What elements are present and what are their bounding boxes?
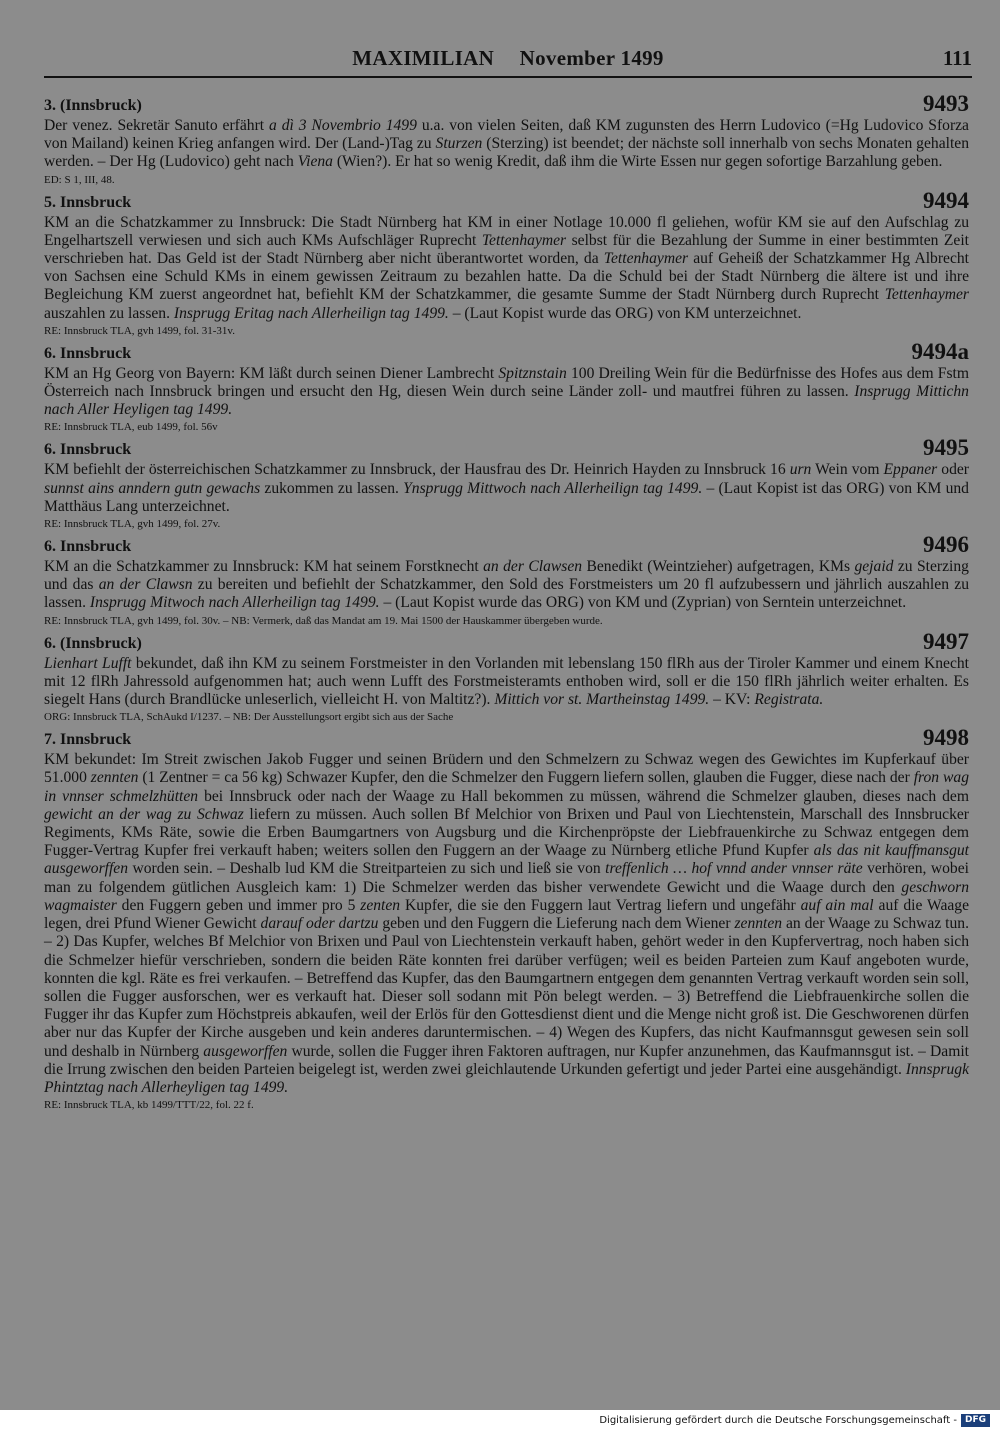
regest-entry <box>44 187 969 338</box>
entry-body: KM an die Schatzkammer zu Innsbruck: KM hat seinem Forstknecht an der Clawsen Benedikt (Weintzieher) aufgetragen, KMs gejaid zu Sterzing und das an der Clawsn zu bereiten und befiehlt der Schatzkammer, den Sold des Forstmeisters um 20 fl aufzubessern und jährlich auszahlen zu lassen. Insprugg Mitwoch nach Allerheilign tag 1499. – (Laut Kopist wurde das ORG) von KM und (Zyprian) von Serntein unterzeichnet. <box>44 558 969 612</box>
entry-number: 9494 <box>923 187 969 213</box>
entry-date: 5. Innsbruck <box>44 193 132 211</box>
entry-date: 6. (Innsbruck) <box>44 634 142 652</box>
entry-source: RE: Innsbruck TLA, gvh 1499, fol. 30v. – NB: Vermerk, daß das Mandat am 19. Mai 1500 der Hauskammer übergeben wurde. <box>44 614 603 627</box>
entry-date: 6. Innsbruck <box>44 344 132 362</box>
entry-header <box>44 338 969 365</box>
entry-header <box>44 91 969 117</box>
entry-body: KM an die Schatzkammer zu Innsbruck: Die Stadt Nürnberg hat KM in einer Notlage 10.000 fl geliehen, wofür KM sie auf den Aufschlag zu Engelhartszell verwiesen und sich auch KMs Aufschläger Ruprecht Tettenhaymer selbst für die Bezahlung der Summe in einer bestimmten Zeit verschrieben hat. Das Geld ist der Stadt Nürnberg aber nicht überantwortet worden, da Tettenhaymer auf Geheiß der Schatzkammer Hg Albrecht von Sachsen eine Schuld KMs in einem gewissen Zeitraum zu bezahlen hatte. Da die Schuld bei der Stadt Nürnberg die ältere ist und ihre Begleichung KM zuerst angeordnet hat, befiehlt KM der Schatzkammer, die gesamte Summe der Stadt Nürnberg durch Ruprecht Tettenhaymer auszahlen zu lassen. Insprugg Eritag nach Allerheilign tag 1499. – (Laut Kopist wurde das ORG) von KM unterzeichnet. <box>44 213 969 322</box>
entry-header <box>44 725 969 751</box>
regest-entry <box>44 91 969 187</box>
entry-date: 6. Innsbruck <box>44 441 132 459</box>
entry-number: 9495 <box>923 435 969 461</box>
entry-number: 9496 <box>923 532 969 558</box>
entry-date: 3. (Innsbruck) <box>44 97 142 114</box>
page-header <box>44 44 972 78</box>
running-title <box>44 46 972 71</box>
regest-entry <box>44 338 969 435</box>
entry-body: Lienhart Lufft bekundet, daß ihn KM zu seinem Forstmeister in den Vorlanden mit lebenslang 150 flRh aus der Tiroler Kammer und einem Knecht mit 12 flRh Jahressold aufgenommen hat; auch wenn Lufft des Forstmeisteramts enthoben wird, soll er die 150 flRh jährlich weiter erhalten. Es siegelt Hans (durch Brandlücke unleserlich, vielleicht H. von Maltitz?). Mittich vor st. Martheinstag 1499. – KV: Registrata. <box>44 654 969 709</box>
regest-entry <box>44 435 969 531</box>
entry-number: 9493 <box>923 91 969 116</box>
entry-source: RE: Innsbruck TLA, kb 1499/TTT/22, fol. 22 f. <box>44 1099 254 1112</box>
page-number: 111 <box>942 46 972 70</box>
entry-number: 9494a <box>911 338 969 364</box>
footer-text: Digitalisierung gefördert durch die Deutsche Forschungsgemeinschaft - <box>599 1415 957 1426</box>
regest-entry <box>44 628 969 725</box>
entry-source: ORG: Innsbruck TLA, SchAukd I/1237. – NB: Der Ausstellungsort ergibt sich aus der Sache <box>44 711 454 724</box>
title-name: MAXIMILIAN <box>352 46 495 70</box>
entry-date: 6. Innsbruck <box>44 538 132 556</box>
entry-source: RE: Innsbruck TLA, gvh 1499, fol. 31-31v. <box>44 324 235 337</box>
entry-body: KM bekundet: Im Streit zwischen Jakob Fugger und seinen Brüdern und den Schmelzern zu Schwaz wegen des Gewichtes im Kupferkauf über 51.000 zennten (1 Zentner = ca 56 kg) Schwazer Kupfer, den die Schmelzer den Fuggern liefern sollen, glauben die Fugger, diese nach der fron wag in vnnser schmelzhütten bei Innsbruck oder nach der Waage zu Hall bekommen zu müssen, während die Schmelzer glauben, dieses nach dem gewicht an der wag zu Schwaz liefern zu müssen. Auch sollen Bf Melchior von Brixen und Paul von Liechtenstein, Marschall des Innsbrucker Regiments, KMs Räte, sowie die Erben Baumgartners von Augsburg und die Kirchenpröpste der Liebfrauenkirche zu Schwaz entgegen dem Fugger-Vertrag Kupfer frei verkauft haben; weiters sollen den Fuggern an der Waage zu Nürnberg etliche Pfund Kupfer als das nit kauffmansgut ausgeworffen worden sein. – Deshalb lud KM die Streitparteien zu sich und ließ sie von treffenlich … hof vnnd ander vnnser räte verhören, wobei man zu folgendem gütlichen Ausgleich kam: 1) Die Schmelzer werden das bisher verwendete Gewicht und die Waage durch den geschworn wagmaister den Fuggern geben und immer pro 5 zenten Kupfer, die sie den Fuggern laut Vertrag liefern und ungefähr auf ain mal auf die Waage legen, drei Pfund Wiener Gewicht darauf oder dartzu geben und den Fuggern die Lieferung nach dem Wiener zennten an der Waage zu Schwaz tun. – 2) Das Kupfer, welches Bf Melchior von Brixen und Paul von Liechtenstein verkauft haben, gehört weder in den Kupfervertrag, noch haben sich die Schmelzer hiefür verschrieben, sondern die beiden Räte konnten frei darüber verfügen; weil es beiden Parteien zum Kauf angeboten wurde, konnten die kgl. Räte es frei verkaufen. – Betreffend das Kupfer, das den Baumgartnern entgegen dem genannten Vertrag verkauft worden sein soll, sollen die Fugger ausforschen, wer es verkauft hat. Dieser soll sodann mit Pön belegt werden. – 3) Betreffend die Liebfrauenkirche sollen die Fugger ihr das Kupfer zum Höchstpreis abkaufen, weil der Erlös für den Gottesdienst dient und die Menge nicht groß ist. Die Geschworenen dürfen aber nur das Kupfer der Kirche ausgeben und kein anderes daruntermischen. – 4) Wegen des Kupfers, das nicht Kaufmannsgut gewesen sein soll und deshalb in Nürnberg ausgeworffen wurde, sollen die Fugger ihren Faktoren auftragen, nur Kupfer anzunehmen, das Kaufmannsgut ist. – Damit die Irrung zwischen den beiden Parteien beigelegt ist, werden zwei gleichlautende Urkunden gefertigt und jeder Partei eine ausgehändigt. Innsprugk Phintztag nach Allerheyligen tag 1499. <box>44 751 970 1096</box>
entry-source: RE: Innsbruck TLA, gvh 1499, fol. 27v. <box>44 518 221 531</box>
footer <box>599 1414 990 1427</box>
entries-list <box>44 91 970 1117</box>
entry-header <box>44 435 969 461</box>
entry-date: 7. Innsbruck <box>44 731 132 749</box>
entry-header <box>44 628 969 655</box>
entry-source: ED: S 1, III, 48. <box>44 173 115 186</box>
regest-entry <box>44 725 970 1112</box>
entry-source: RE: Innsbruck TLA, eub 1499, fol. 56v <box>44 421 218 434</box>
regest-entry <box>44 532 969 628</box>
entry-body: Der venez. Sekretär Sanuto erfährt a dì 3 Novembrio 1499 u.a. von vielen Seiten, daß KM zugunsten des Herrn Ludovico (=Hg Ludovico Sforza von Mailand) keinen Krieg anfangen wird. Der (Land-)Tag zu Sturzen (Sterzing) ist beendet; der nächste soll innerhalb von sechs Monaten gehalten werden. – Der Hg (Ludovico) geht nach Viena (Wien?). Er hat so wenig Kredit, daß ihm die Wirte Essen nur gegen sofortige Barzahlung geben. <box>44 117 969 171</box>
entry-header <box>44 532 969 558</box>
entry-header <box>44 187 969 214</box>
entry-body: KM an Hg Georg von Bayern: KM läßt durch seinen Diener Lambrecht Spitznstain 100 Dreiling Wein für die Bedürfnisse des Hofes aus dem Fstm Österreich nach Innsbruck bringen und ersucht den Hg, diesen Wein durch seine Länder zoll- und mautfrei führen zu lassen. Insprugg Mittichn nach Aller Heyligen tag 1499. <box>44 364 969 419</box>
title-date: November 1499 <box>519 46 664 70</box>
entry-number: 9497 <box>923 628 969 654</box>
entry-body: KM befiehlt der österreichischen Schatzkammer zu Innsbruck, der Hausfrau des Dr. Heinrich Hayden zu Innsbruck 16 urn Wein vom Eppaner oder sunnst ains anndern gutn gewachs zukommen zu lassen. Ynsprugg Mittwoch nach Allerheilign tag 1499. – (Laut Kopist ist das ORG) von KM und Matthäus Lang unterzeichnet. <box>44 461 969 515</box>
entry-number: 9498 <box>923 725 969 751</box>
dfg-logo: DFG <box>961 1414 990 1427</box>
